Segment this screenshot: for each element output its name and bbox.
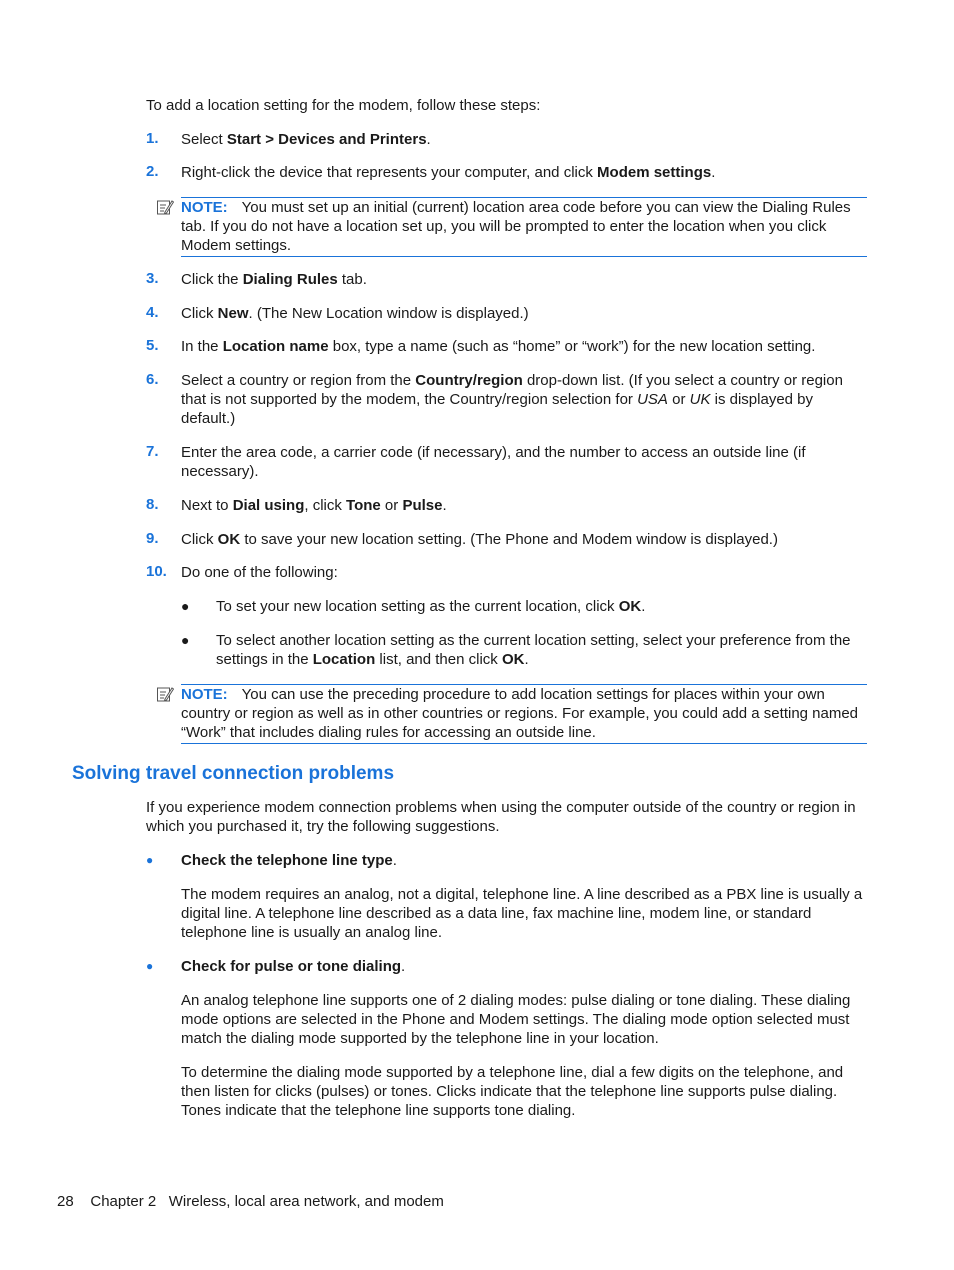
step-number: 3. — [146, 270, 159, 287]
note-label: NOTE: — [181, 199, 228, 216]
note-text: You must set up an initial (current) location area code before you can view the Dialing Rules tab. If you do not have a location set up, you will be prompted to enter the location when you click Modem settings. — [181, 199, 851, 254]
step-text: Enter the area code, a carrier code (if necessary), and the number to access an outside line (if necessary). — [181, 444, 806, 480]
step-text: Select a country or region from the Country/region drop-down list. (If you select a country or region that is not supported by the modem, the Country/region selection for USA or UK is displayed by default.) — [181, 372, 843, 427]
tip-title: Check for pulse or tone dialing. — [181, 958, 406, 975]
note-box — [181, 684, 867, 744]
page-footer — [57, 1193, 444, 1210]
note-icon — [156, 685, 174, 703]
step-text: Right-click the device that represents your computer, and click Modem settings. — [181, 164, 716, 181]
bullet-text: To set your new location setting as the current location, click OK. — [216, 598, 646, 615]
page-number: 28 — [57, 1193, 74, 1210]
section-heading: Solving travel connection problems — [72, 763, 395, 784]
footer-chapter: Chapter 2 — [90, 1193, 157, 1210]
step-number: 6. — [146, 371, 159, 388]
footer-title: Wireless, local area network, and modem — [168, 1193, 444, 1210]
note-icon — [156, 198, 174, 216]
step-text: Next to Dial using, click Tone or Pulse. — [181, 497, 447, 514]
step-number: 4. — [146, 304, 159, 321]
section-intro: If you experience modem connection problems when using the computer outside of the country or region in which you purchased it, try the following suggestions. — [146, 799, 856, 835]
step-number: 1. — [146, 130, 159, 147]
bullet-icon: ● — [181, 632, 190, 648]
step-number: 8. — [146, 496, 159, 513]
step-text: Select Start > Devices and Printers. — [181, 131, 431, 148]
step-text: Do one of the following: — [181, 564, 338, 581]
tip-paragraph: An analog telephone line supports one of 2 dialing modes: pulse dialing or tone dialing. These dialing mode options are selected in the Phone and Modem settings. The dialing mode option selected must match the dialing mode supported by the telephone line in your location. — [181, 992, 851, 1047]
bullet-icon: ● — [181, 598, 190, 614]
intro-text: To add a location setting for the modem, follow these steps: — [146, 97, 541, 114]
note-label: NOTE: — [181, 686, 228, 703]
tip-paragraph: The modem requires an analog, not a digital, telephone line. A line described as a PBX line is usually a digital line. A telephone line described as a data line, fax machine line, modem line, or standard telephone line is usually an analog line. — [181, 886, 863, 941]
step-number: 9. — [146, 530, 159, 547]
note-text: You can use the preceding procedure to add location settings for places within your own country or region as well as in other countries or regions. For example, you could add a setting named “Work” that includes dialing rules for accessing an outside line. — [181, 686, 859, 741]
note-box — [181, 197, 867, 257]
bullet-icon: ● — [146, 959, 154, 973]
step-number: 7. — [146, 443, 159, 460]
step-number: 10. — [146, 563, 167, 580]
tip-title: Check the telephone line type. — [181, 852, 397, 869]
step-text: Click OK to save your new location setting. (The Phone and Modem window is displayed.) — [181, 531, 778, 548]
step-text: Click the Dialing Rules tab. — [181, 271, 367, 288]
step-text: In the Location name box, type a name (such as “home” or “work”) for the new location setting. — [181, 338, 816, 355]
step-text: Click New. (The New Location window is displayed.) — [181, 305, 529, 322]
bullet-text: To select another location setting as the current location setting, select your preference from the settings in the Location list, and then click OK. — [216, 632, 851, 668]
step-number: 5. — [146, 337, 159, 354]
bullet-icon: ● — [146, 853, 154, 867]
tip-paragraph: To determine the dialing mode supported by a telephone line, dial a few digits on the telephone, and then listen for clicks (pulses) or tones. Clicks indicate that the telephone line supports pulse dialing. Tones indicate that the telephone line supports tone dialing. — [181, 1064, 844, 1119]
step-number: 2. — [146, 163, 159, 180]
